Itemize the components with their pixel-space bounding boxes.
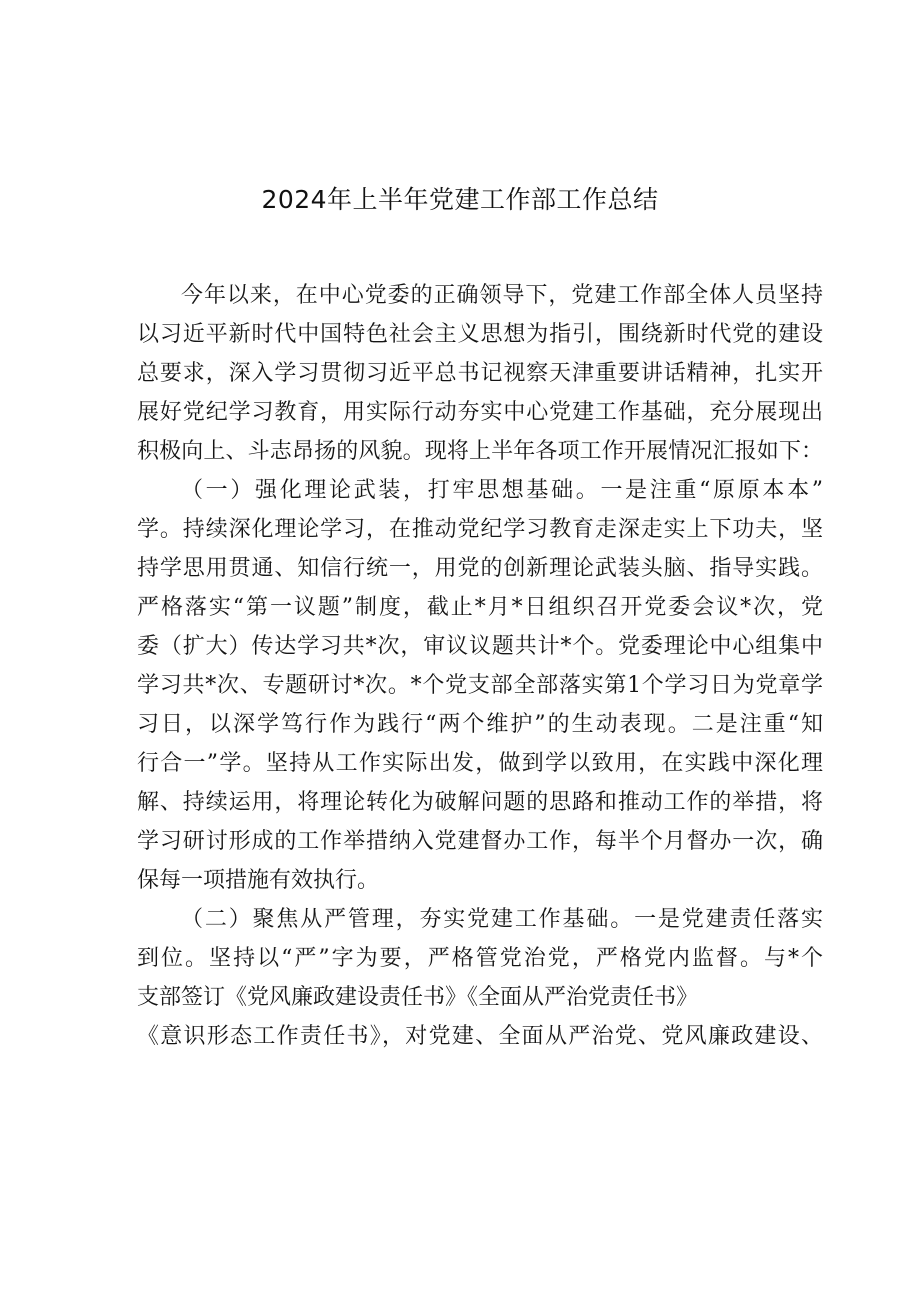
paragraph-line: 解、持续运用，将理论转化为破解问题的思路和推动工作的举措，将 [137, 790, 823, 815]
paragraph-line: 严格落实“第一议题”制度，截止*月*日组织召开党委会议*次，党 [137, 595, 823, 620]
paragraph-line: 持学思用贯通、知信行统一，用党的创新理论武装头脑、指导实践。 [137, 556, 823, 581]
paragraph-line: 到位。坚持以“严”字为要，严格管党治党，严格党内监督。与*个 [137, 946, 823, 971]
paragraph-line: 学习研讨形成的工作举措纳入党建督办工作，每半个月督办一次，确 [137, 829, 823, 854]
paragraph-line: 行合一”学。坚持从工作实际出发，做到学以致用，在实践中深化理 [137, 751, 823, 776]
paragraph-line: 习日，以深学笃行作为践行“两个维护”的生动表现。二是注重“知 [137, 712, 823, 737]
paragraph-line: 积极向上、斗志昂扬的风貌。现将上半年各项工作开展情况汇报如下： [137, 439, 823, 464]
document-body [137, 276, 823, 1056]
paragraph-line: 今年以来，在中心党委的正确领导下，党建工作部全体人员坚持 [181, 283, 823, 308]
paragraph-line: 总要求，深入学习贯彻习近平总书记视察天津重要讲话精神，扎实开 [137, 361, 823, 386]
paragraph-line: 《意识形态工作责任书》，对党建、全面从严治党、党风廉政建设、 [137, 1024, 823, 1049]
paragraph-line: 展好党纪学习教育，用实际行动夯实中心党建工作基础，充分展现出 [137, 400, 823, 425]
document-title: 2024年上半年党建工作部工作总结 [261, 185, 659, 214]
section-heading-line: （一）强化理论武装，打牢思想基础。一是注重“原原本本” [181, 478, 823, 503]
paragraph-line: 学。持续深化理论学习，在推动党纪学习教育走深走实上下功夫，坚 [137, 517, 823, 542]
paragraph-line: 以习近平新时代中国特色社会主义思想为指引，围绕新时代党的建设 [137, 322, 823, 347]
paragraph-line: 支部签订《党风廉政建设责任书》《全面从严治党责任书》 [137, 985, 699, 1010]
paragraph-line: 委（扩大）传达学习共*次，审议议题共计*个。党委理论中心组集中 [137, 634, 823, 659]
section-heading-line: （二）聚焦从严管理，夯实党建工作基础。一是党建责任落实 [181, 907, 823, 932]
paragraph-line: 保每一项措施有效执行。 [137, 868, 380, 893]
paragraph-line: 学习共*次、专题研讨*次。*个党支部全部落实第1个学习日为党章学 [137, 673, 823, 698]
